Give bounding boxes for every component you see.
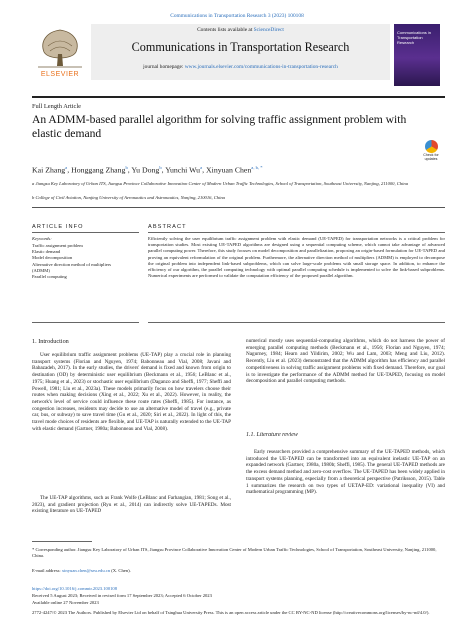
author-affil-sup[interactable]: a [65, 165, 68, 170]
article-title: An ADMM-based parallel algorithm for solving traffic assignment problem with elastic demand [32, 113, 407, 140]
homepage-line [91, 64, 390, 70]
email-suffix: (X. Chen). [110, 568, 131, 573]
keywords-list [32, 243, 139, 280]
author-name[interactable]: Honggang Zhang [71, 165, 126, 175]
footnote-rule [32, 541, 92, 542]
intro-paragraph-2: The UE-TAP algorithms, such as Frank Wolfe (LeBlanc and Farhangian, 1981; Song et al., 2023), and gradient projection (Ryu et al., 2014) can indirectly solve UE-TAPEDs. Most existing literature on UE-TAPED [32, 495, 231, 515]
sciencedirect-link[interactable]: ScienceDirect [253, 27, 284, 33]
keyword-item: Model decomposition [32, 255, 73, 261]
journal-homepage-link[interactable]: www.journals.elsevier.com/communications-in-transportation-research [184, 64, 338, 70]
contents-line [91, 27, 390, 33]
elsevier-tree-icon [32, 24, 88, 70]
keyword-item: Traffic assignment problem [32, 243, 83, 248]
right-column-paragraph-1: numerical mostly uses sequential-computing algorithms, which do not harness the power of emerging parallel computing methods (Beckmann et al., 1956; Florian and Nguyen, 1974; Nagurney, 1984; Hearn and Yildirim, 2002; Wu and Lam, 2003; Meng and Liu, 2012). Recently, Liu et al. (2023) demonstrated that the ADMM algorithm has efficiency and parallel competitiveness in solving traffic assignment problems with fixed demand. Therefore, our goal is to investigate the performance of the ADMM method for UE-TAPED, focusing on model decomposition and parallel computing methods. [246, 338, 445, 385]
cover-title: Communications in Transportation Research [397, 30, 432, 45]
author-affil-sup[interactable]: a, b, * [251, 165, 263, 170]
author-name[interactable]: Kai Zhang [32, 165, 66, 175]
check-updates-icon [425, 140, 438, 153]
corresponding-author-note: * Corresponding author. Jiangsu Key Laboratory of Urban ITS, Jiangsu Province Collaborative Innovation Center of Modern Urban Traffic Technologies, School of Transportation, Southeast University, Nanjing, 211000, China. [32, 547, 437, 559]
homepage-prefix: journal homepage: [143, 64, 185, 70]
doi-link[interactable]: https://doi.org/10.1016/j.commtr.2023.100108 [32, 586, 118, 591]
article-info-rule [32, 232, 139, 233]
keyword-item: Parallel computing [32, 274, 67, 280]
abstract-bottom-rule [148, 322, 445, 323]
keywords-heading: Keywords: [32, 236, 52, 241]
literature-review-heading: 1.1. Literature review [246, 432, 298, 438]
journal-cover-image[interactable] [394, 24, 440, 86]
available-online: Available online 27 November 2023 [32, 600, 99, 605]
abstract-heading: ABSTRACT [148, 224, 187, 230]
article-info-heading: ARTICLE INFO [32, 224, 84, 230]
introduction-heading: 1. Introduction [32, 338, 69, 345]
author-affil-sup[interactable]: b [159, 165, 162, 170]
affiliation-a: a Jiangsu Key Laboratory of Urban ITS, Jiangsu Province Collaborative Innovation Center of Modern Urban Traffic Technologies, School of Transportation, Southeast University, Nanjing, 211000, China [32, 181, 408, 186]
publisher-name: ELSEVIER [40, 71, 80, 78]
intro-paragraph-1: User equilibrium traffic assignment problems (UE-TAP) play a crucial role in planning transport systems (Florian and Nguyen, 1974; Babonneau and Vial, 2008; Javani and Babazadeh, 2017). In the early studies, the drivers' demand is fixed and known from origin to destination (OD) by deterministic user equilibrium (Beckmann et al., 1956; LeBlanc et al., 1975; Huang et al., 2023) or stochastic user equilibrium (Daganzo and Sheffi, 1977; Sheffi and Powell, 1981; Liu et al., 2023a). These models primarily focus on how travelers choose their routes when making decisions (Xing et al., 2022; Xu et al., 2022). However, in reality, the network's level of service could influence these route rates (Sheffi, 1985). For instance, as congestion increases, residents may decide to use an alternative model of travel (e.g., private car, bus, or subway) to save travel time (Gu et al., 2020; Siri et al., 2022). In light of this, the travel mode choices of residents are flexible, and UE-TAP is naturally extended to the UE-TAP with elastic demand (Gartner, 1980a; Babonneau and Vial, 2008). [32, 352, 231, 432]
author-name[interactable]: Xinyuan Chen [206, 165, 252, 175]
author-affil-sup[interactable]: a [200, 165, 203, 170]
keyword-item: Elastic demand [32, 249, 61, 255]
author-name[interactable]: Yunchi Wu [165, 165, 201, 175]
received-dates: Received 5 August 2023; Received in revised form 17 September 2023; Accepted 6 October 2023 [32, 593, 212, 598]
section-divider [32, 207, 445, 208]
author-name[interactable]: Yu Dong [131, 165, 160, 175]
elsevier-logo[interactable] [32, 24, 88, 80]
author-list: Kai Zhang$^a$, Honggang Zhang$^b$, Yu Dong$^b$, Yunchi Wu$^a$, Xinyuan Chen$^{a, b, *}$ [32, 165, 263, 175]
keyword-item: Alternative direction method of multipliers [32, 261, 112, 267]
contents-prefix: Contents lists available at [197, 27, 254, 33]
abstract-rule [148, 232, 445, 233]
journal-name: Communications in Transportation Research [131, 40, 350, 54]
article-info-bottom-rule [32, 322, 139, 323]
author-affil-sup[interactable]: b [125, 165, 128, 170]
literature-review-paragraph: Early researchers provided a comprehensive summary of the UE-TAPED methods, which introduced the UE-TAPED can be transformed into an equivalent inelastic UE-TAP on an expanded network (Gartner, 1980a, 1980b; Sheffi, 1985). The general UE-TAPED methods are the excess demand method and zero-cost overflow. The UE-TAPED has been widely applied in transport systems planning, especially from a theoretical perspective (Patriksson, 2015). Table 1 summarizes the research on two types of UETAP-ED: variational inequality (VI) and mathematical programming (MP). [246, 449, 445, 496]
copyright-license: 2772-4247/© 2023 The Authors. Published by Elsevier Ltd on behalf of Tsinghua University Press. This is an open access article under the CC BY-NC-ND license (http://creativecommons.org/licenses/by-nc-nd/4.0/). [32, 610, 430, 615]
running-head: Communications in Transportation Research 3 (2023) 100108 [170, 13, 304, 19]
check-updates-label: Check for updates [423, 153, 439, 161]
email-link[interactable]: xinyuan.chen@seu.edu.cn [61, 568, 111, 573]
email-prefix: E-mail address: [32, 568, 62, 573]
keyword-item: (ADMM) [32, 267, 50, 273]
email-line [32, 568, 131, 574]
affiliation-b: b College of Civil Aviation, Nanjing University of Aeronautics and Astronautics, Nanjing, 210016, China [32, 195, 225, 200]
header-divider [32, 96, 445, 98]
journal-header-box [91, 24, 390, 80]
check-for-updates-badge[interactable] [418, 140, 444, 162]
article-type: Full Length Article [32, 103, 81, 110]
abstract-text: Efficiently solving the user equilibrium traffic assignment problem with elastic demand (UE-TAPED) for transportation networks is a critical problem for transportation studies. Most existing UE-TAPED algorithms are designed using a sequential computing scheme, which cannot take advantage of advanced parallel computing power. Therefore, this study focuses on model decomposition and parallelization, proposing an origin-based formulation for UE-TAPED and proving an equivalent reformulation of the original problem. Furthermore, the alternative direction method of multipliers (ADMM) is employed to decompose the original problem into independent link-based subproblems, which can solve large-scale problems with small storage space. In addition, to enhance the efficiency of our algorithm, the parallel computing technology with optimal parallel computing schedule is implemented to solve the link-based subproblems. Numerical experiments are performed to validate the computation efficiency of the proposed parallel algorithm. [148, 236, 445, 279]
journal-banner [32, 24, 445, 86]
